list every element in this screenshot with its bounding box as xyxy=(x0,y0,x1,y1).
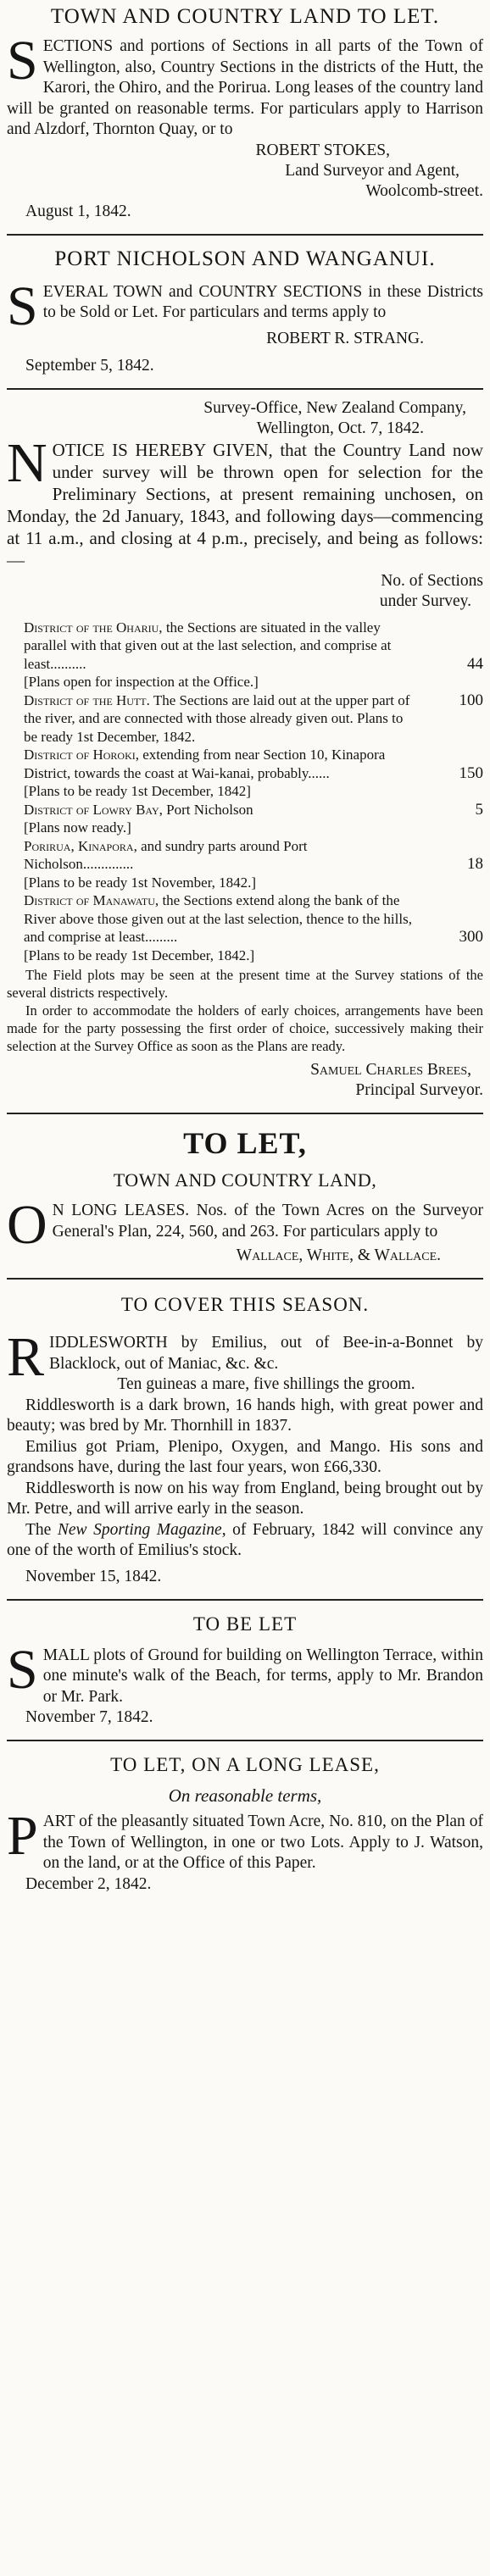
ad-terms: On reasonable terms, xyxy=(168,1785,322,1806)
column-head: under Survey. xyxy=(379,591,471,610)
ad-heading: TO BE LET xyxy=(192,1613,298,1635)
ad-body: SEVERAL TOWN and COUNTRY SECTIONS in these Districts to be Sold or Let. For particulars and terms apply to xyxy=(7,275,483,337)
district-item: Porirua, Kinapora, and sundry parts around Port Nicholson.............. 18 xyxy=(24,837,483,873)
ad-body: SMALL plots of Ground for building on Wellington Terrace, within one minute's walk of the Beach, for terms, apply to Mr. Brandon or Mr. Park. xyxy=(7,1638,483,1706)
ad-body: RIDDLESWORTH by Emilius, out of Bee-in-a-Bonnet by Blacklock, out of Maniac, &c. &c. xyxy=(7,1326,483,1388)
drop-cap: S xyxy=(7,1638,38,1701)
plan-note: [Plans now ready.] xyxy=(24,819,131,836)
office-date: Wellington, Oct. 7, 1842. xyxy=(256,419,424,437)
section-count: 5 xyxy=(475,800,483,819)
ad-to-let-leases xyxy=(7,1124,483,1266)
divider xyxy=(7,1599,483,1601)
section-count: 44 xyxy=(467,654,483,673)
ad-riddlesworth xyxy=(7,1291,483,1587)
plan-note: [Plans to be ready 1st December, 1842] xyxy=(24,783,251,799)
ad-body: SECTIONS and portions of Sections in all parts of the Town of Wellington, also, Country Sections in the districts of the Hutt, the Karori, the Ohiro, and the Porirua. Long leases of the country land will be granted on reasonable terms. For particulars apply to Harrison and Alzdorf, Thornton Quay, or to xyxy=(7,30,483,138)
ad-body: PART of the pleasantly situated Town Acre, No. 810, on the Plan of the Town of Wellington, in one or two Lots. Apply to J. Watson, on the land, or at the Office of this Paper. xyxy=(7,1805,483,1872)
ad-signer-name: Wallace, White, & Wallace. xyxy=(236,1246,441,1264)
divider xyxy=(7,388,483,390)
divider xyxy=(7,1740,483,1741)
office-line: Survey-Office, New Zealand Company, xyxy=(203,398,466,417)
signer-title: Principal Surveyor. xyxy=(355,1081,483,1099)
section-count: 18 xyxy=(467,855,483,873)
ad-heading: TO COVER THIS SEASON. xyxy=(120,1294,370,1315)
ad-heading: TO LET, ON A LONG LEASE, xyxy=(110,1754,380,1775)
district-item: District of Manawatu, the Sections extend along the bank of the River above those given out at the last selection, thence to the hills, and comprise at least......... 300 xyxy=(24,892,483,946)
ad-paragraph: Riddlesworth is now on his way from England, being brought out by Mr. Petre, and will arrive early in the season. xyxy=(7,1479,483,1518)
ad-date: November 7, 1842. xyxy=(25,1708,153,1726)
ad-to-be-let xyxy=(7,1611,483,1729)
district-item: District of Lowry Bay, Port Nicholson 5 xyxy=(24,800,483,819)
ad-subheading: TOWN AND COUNTRY LAND, xyxy=(113,1169,377,1191)
plan-note: [Plans to be ready 1st December, 1842.] xyxy=(24,947,255,963)
section-count: 150 xyxy=(459,763,483,782)
stud-fee: Ten guineas a mare, five shillings the groom. xyxy=(117,1375,415,1393)
ad-date: November 15, 1842. xyxy=(25,1567,162,1585)
drop-cap: R xyxy=(7,1326,45,1388)
drop-cap: N xyxy=(7,431,47,494)
drop-cap: S xyxy=(7,30,38,92)
drop-cap: S xyxy=(7,275,38,337)
ad-heading: TOWN AND COUNTRY LAND TO LET. xyxy=(50,5,440,28)
ad-signer-title: Land Surveyor and Agent, xyxy=(285,161,459,180)
ad-signer-address: Woolcomb-street. xyxy=(365,181,483,200)
district-item: District of the Hutt. The Sections are laid out at the upper part of the river, and are connected with those already given out. Plans to be ready 1st December, 1842. 100 xyxy=(24,691,483,745)
section-count: 300 xyxy=(459,928,483,946)
ad-signer-name: ROBERT STOKES, xyxy=(255,141,390,159)
plan-note: [Plans to be ready 1st November, 1842.] xyxy=(24,874,257,891)
district-item: District of the Ohariu, the Sections are situated in the valley parallel with that given out at the last selection, and comprise at least.......... 44 xyxy=(24,619,483,673)
ad-paragraph: Emilius got Priam, Plenipo, Oxygen, and Mango. His sons and grandsons have, during the last four years, won £66,330. xyxy=(7,1437,483,1476)
ad-signer-name: ROBERT R. STRANG. xyxy=(266,329,424,347)
ad-body: O N LONG LEASES. Nos. of the Town Acres on the Surveyor General's Plan, 224, 560, and 263. For particulars apply to xyxy=(7,1194,483,1256)
ad-date: August 1, 1842. xyxy=(25,202,131,220)
divider xyxy=(7,234,483,236)
column-head: No. of Sections xyxy=(381,571,483,590)
ad-heading: TO LET, xyxy=(183,1126,307,1160)
note-paragraph: The Field plots may be seen at the present time at the Survey stations of the several districts respectively. xyxy=(7,967,483,1001)
district-item: District of Horoki, extending from near Section 10, Kinapora District, towards the coast at Wai-kanai, probably...... 150 xyxy=(24,747,483,782)
signer-name: Samuel Charles Brees, xyxy=(310,1061,471,1079)
ad-survey-notice xyxy=(7,398,483,1102)
ad-town-country-land xyxy=(7,3,483,222)
ad-paragraph: The New Sporting Magazine, of February, 1842 will convince any one of the worth of Emilius's stock. xyxy=(7,1520,483,1559)
drop-cap: P xyxy=(7,1805,38,1867)
ad-paragraph: Riddlesworth is a dark brown, 16 hands high, with great power and beauty; was bred by Mr. Thornhill in 1837. xyxy=(7,1396,483,1435)
divider xyxy=(7,1113,483,1114)
divider xyxy=(7,1278,483,1280)
ad-port-nicholson xyxy=(7,246,483,376)
ad-long-lease xyxy=(7,1752,483,1895)
drop-cap: O xyxy=(7,1194,47,1256)
notice-body: NOTICE IS HEREBY GIVEN, that the Country Land now under survey will be thrown open for selection for the Preliminary Sections, at present remaining unchosen, on Monday, the 2d January, 1843, and following days—commencing at 11 a.m., and closing at 4 p.m., precisely, and being as follows:— xyxy=(7,431,483,570)
section-count: 100 xyxy=(459,691,483,709)
note-paragraph: In order to accommodate the holders of early choices, arrangements have been made for the party possessing the first order of choice, successively making their selection at the Survey Office as soon as the Plans are ready. xyxy=(7,1002,483,1054)
plan-note: [Plans open for inspection at the Office.] xyxy=(24,674,259,690)
ad-date: September 5, 1842. xyxy=(25,356,154,375)
ad-heading: PORT NICHOLSON AND WANGANUI. xyxy=(54,247,436,270)
ad-date: December 2, 1842. xyxy=(25,1874,152,1893)
